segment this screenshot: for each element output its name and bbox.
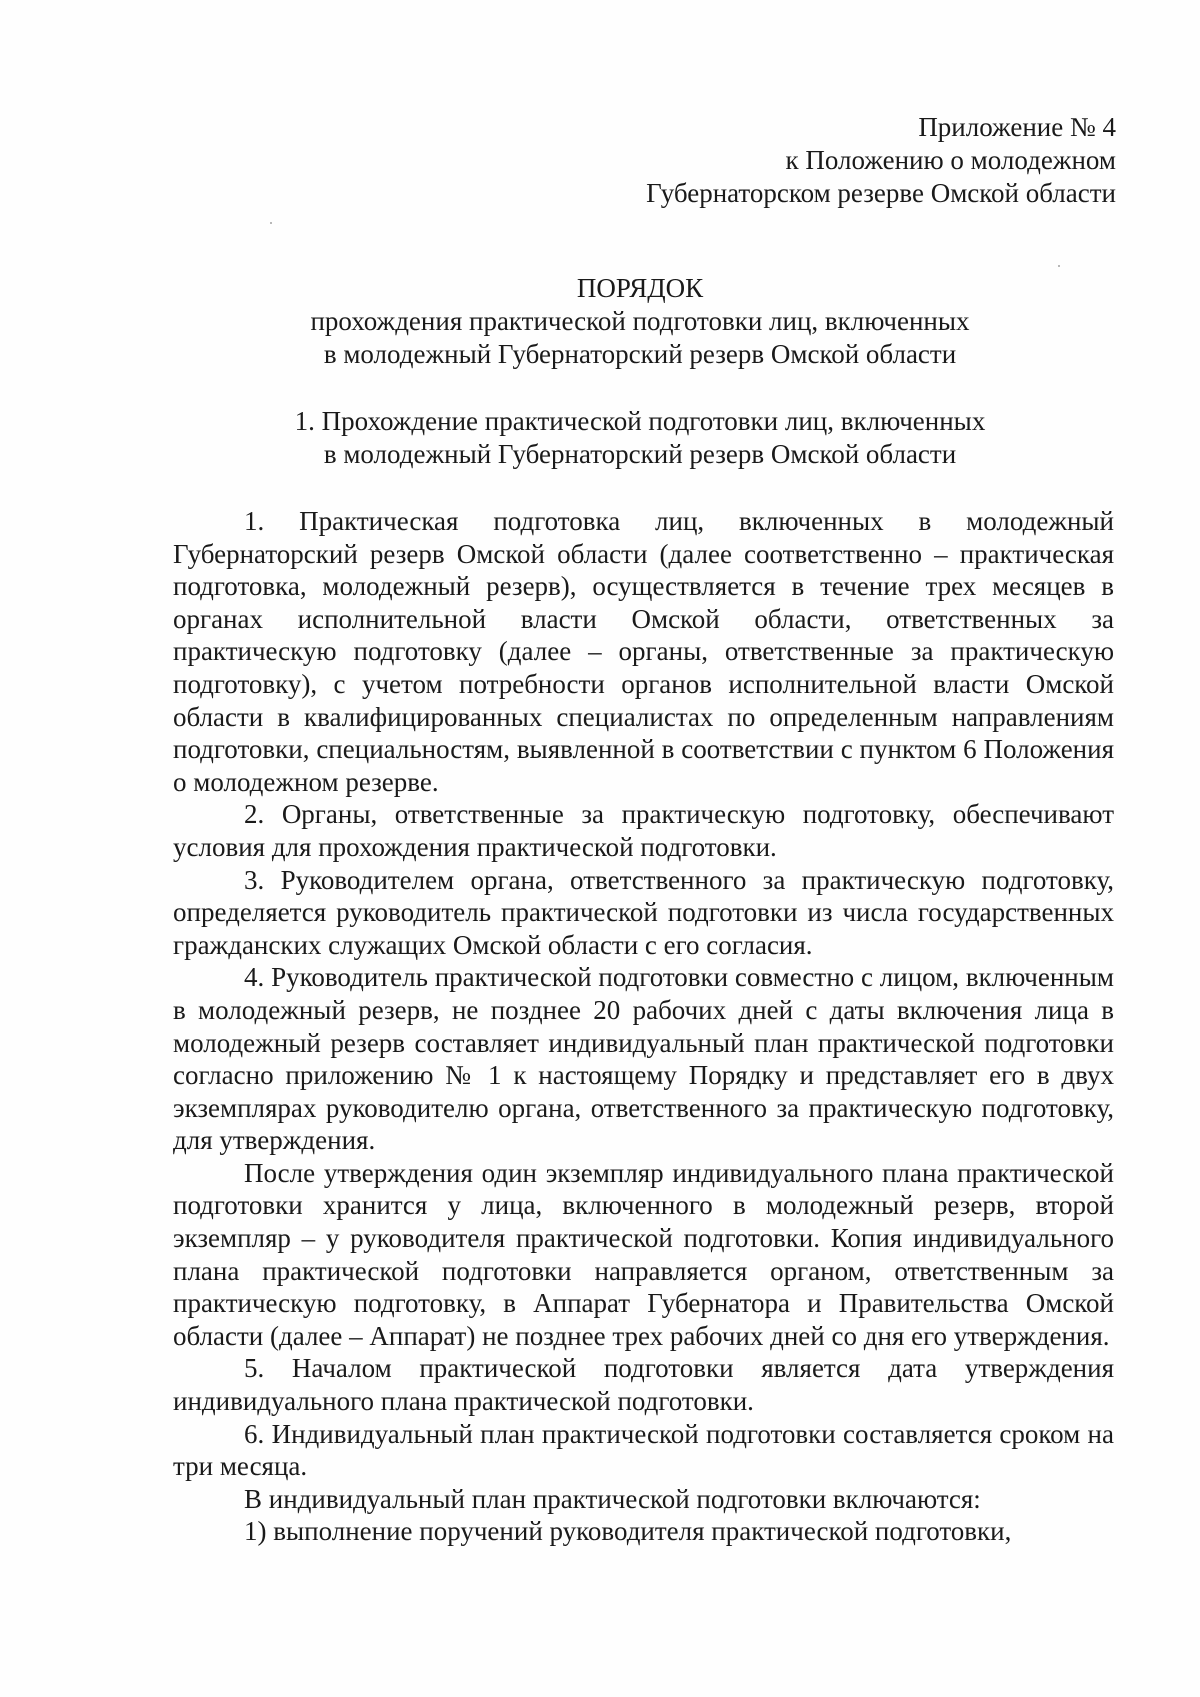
- paragraph: 6. Индивидуальный план практической подготовки составляется сроком на три месяца.: [173, 1418, 1114, 1482]
- paragraph: 3. Руководителем органа, ответственного за практическую подготовку, определяется руководитель практической подготовки из числа государственных гражданских служащих Омской области с его согласия.: [173, 864, 1114, 960]
- document-subtitle-line: в молодежный Губернаторский резерв Омской области: [323, 339, 957, 369]
- scan-speck: [270, 222, 272, 224]
- appendix-line: к Положению о молодежном: [785, 145, 1116, 175]
- paragraph: 5. Началом практической подготовки является дата утверждения индивидуального плана практической подготовки.: [173, 1353, 1114, 1417]
- document-title-block: [170, 272, 1110, 371]
- appendix-line: Приложение № 4: [918, 112, 1116, 142]
- section-heading-line: в молодежный Губернаторский резерв Омской области: [323, 439, 957, 469]
- paragraph: После утверждения один экземпляр индивидуального плана практической подготовки хранится у лица, включенного в молодежный резерв, второй экземпляр – у руководителя практической подготовки. Копия индивидуального плана практической подготовки направляется органом, ответственным за практическую подготовку, в Аппарат Губернатора и Правительства Омской области (далее – Аппарат) не позднее трех рабочих дней со дня его утверждения.: [173, 1157, 1114, 1351]
- section-heading: [170, 405, 1110, 471]
- paragraph: 1) выполнение поручений руководителя практической подготовки,: [244, 1516, 1012, 1547]
- document-body: [173, 505, 1114, 1548]
- paragraph: 1. Практическая подготовка лиц, включенных в молодежный Губернаторский резерв Омской области (далее соответственно – практическая подготовка, молодежный резерв), осуществляется в течение трех месяцев в органах исполнительной власти Омской области, ответственных за практическую подготовку (далее – органы, ответственные за практическую подготовку), с учетом потребности органов исполнительной власти Омской области в квалифицированных специалистах по определенным направлениям подготовки, специальностям, выявленной в соответствии с пунктом 6 Положения о молодежном резерве.: [173, 506, 1114, 797]
- document-title: ПОРЯДОК: [576, 273, 704, 303]
- appendix-header: [646, 111, 1116, 210]
- paragraph: 4. Руководитель практической подготовки совместно с лицом, включенным в молодежный резерв, не позднее 20 рабочих дней с даты включения лица в молодежный резерв составляет индивидуальный план практической подготовки согласно приложению № 1 к настоящему Порядку и представляет его в двух экземплярах руководителю органа, ответственного за практическую подготовку, для утверждения.: [173, 962, 1114, 1156]
- scan-speck: [1058, 265, 1060, 267]
- document-subtitle-line: прохождения практической подготовки лиц, включенных: [310, 306, 970, 336]
- appendix-line: Губернаторском резерве Омской области: [646, 178, 1116, 208]
- paragraph: 2. Органы, ответственные за практическую подготовку, обеспечивают условия для прохождения практической подготовки.: [173, 799, 1114, 862]
- paragraph: В индивидуальный план практической подготовки включаются:: [244, 1483, 981, 1514]
- section-heading-line: 1. Прохождение практической подготовки лиц, включенных: [294, 406, 986, 436]
